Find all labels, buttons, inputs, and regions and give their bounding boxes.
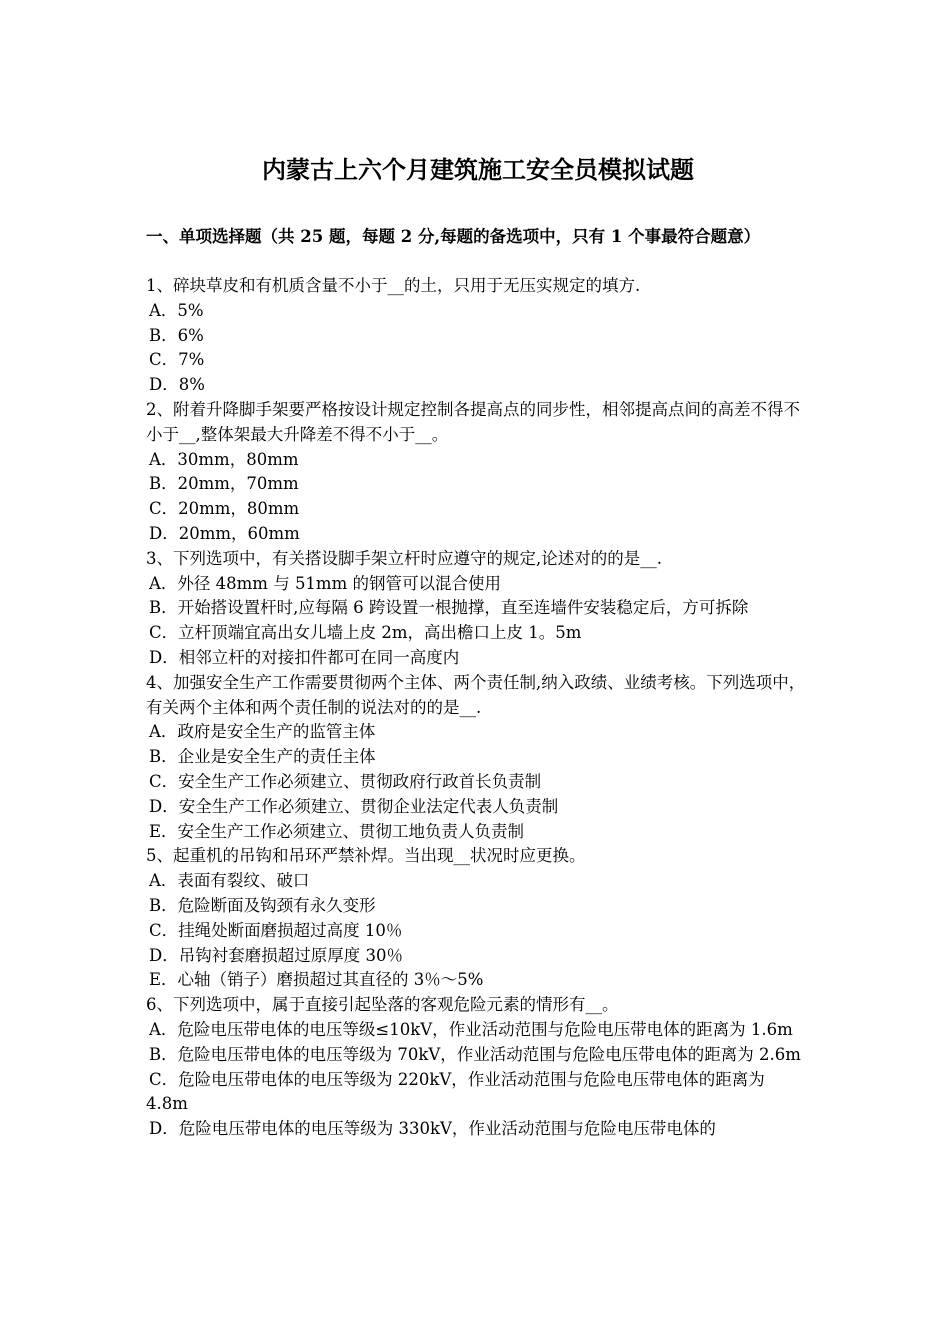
question-block [146, 398, 810, 547]
option-item: A．30mm，80mm [149, 449, 299, 469]
option-item: C．20mm，80mm [149, 499, 300, 519]
option-item: C．挂绳处断面磨损超过高度 10％ [149, 920, 403, 940]
option-item: B．危险断面及钩颈有永久变形 [149, 895, 376, 915]
option-item: A．表面有裂纹、破口 [149, 871, 310, 891]
option-item: B．危险电压带电体的电压等级为 70kV，作业活动范围与危险电压带电体的距离为 2.6m [149, 1044, 801, 1064]
question-text: 5、起重机的吊钩和吊环严禁补焊。当出现__状况时应更换。 [146, 846, 586, 866]
option-item: A．外径 48mm 与 51mm 的钢管可以混合使用 [149, 573, 501, 593]
option-item: D．危险电压带电体的电压等级为 330kV，作业活动范围与危险电压带电体的 [149, 1119, 716, 1139]
section-heading: 一、单项选择题（共 25 题，每题 2 分,每题的备选项中，只有 1 个事最符合题意） [146, 227, 761, 246]
question-list [146, 274, 810, 1142]
option-item: E．安全生产工作必须建立、贯彻工地负责人负责制 [149, 821, 525, 841]
option-item: C．安全生产工作必须建立、贯彻政府行政首长负责制 [149, 771, 542, 791]
question-text: 4、加强安全生产工作需要贯彻两个主体、两个责任制,纳入政绩、业绩考核。下列选项中，有关两个主体和两个责任制的说法对的的是__. [146, 672, 806, 717]
question-block [146, 671, 810, 845]
option-item: C．7% [149, 350, 205, 370]
question-block [146, 274, 810, 398]
option-item: B．20mm，70mm [149, 474, 299, 494]
option-item: B．开始搭设置杆时,应每隔 6 跨设置一根抛撑，直至连墙件安装稳定后，方可拆除 [149, 598, 749, 618]
option-item: C．危险电压带电体的电压等级为 220kV，作业活动范围与危险电压带电体的距离为 4.8m [146, 1069, 765, 1114]
question-text: 2、附着升降脚手架要严格按设计规定控制各提高点的同步性，相邻提高点间的高差不得不小于__,整体架最大升降差不得不小于__。 [146, 399, 800, 444]
option-item: D．吊钩衬套磨损超过原厚度 30％ [149, 945, 403, 965]
option-item: E．心轴（销子）磨损超过其直径的 3％～5% [149, 970, 484, 990]
option-item: D．安全生产工作必须建立、贯彻企业法定代表人负责制 [149, 796, 559, 816]
question-text: 6、下列选项中，属于直接引起坠落的客观危险元素的情形有__。 [146, 995, 619, 1015]
option-item: D．20mm，60mm [149, 523, 300, 543]
option-item: A．5% [149, 300, 204, 320]
option-item: A．政府是安全生产的监管主体 [149, 722, 376, 742]
option-item: C．立杆顶端宜高出女儿墙上皮 2m，高出檐口上皮 1。5m [149, 623, 582, 643]
option-item: B．企业是安全生产的责任主体 [149, 747, 376, 767]
question-block [146, 844, 810, 993]
question-block [146, 993, 810, 1142]
document-title: 内蒙古上六个月建筑施工安全员模拟试题 [262, 155, 694, 184]
question-text: 1、碎块草皮和有机质含量不小于__的土，只用于无压实规定的填方. [146, 276, 641, 295]
option-item: D．8% [149, 375, 205, 395]
question-block [146, 547, 810, 671]
option-item: D．相邻立杆的对接扣件都可在同一高度内 [149, 647, 460, 667]
option-item: A．危险电压带电体的电压等级≤10kV，作业活动范围与危险电压带电体的距离为 1.6m [149, 1019, 793, 1039]
question-text: 3、下列选项中，有关搭设脚手架立杆时应遵守的规定,论述对的的是__. [146, 548, 662, 568]
option-item: B．6% [149, 325, 204, 345]
